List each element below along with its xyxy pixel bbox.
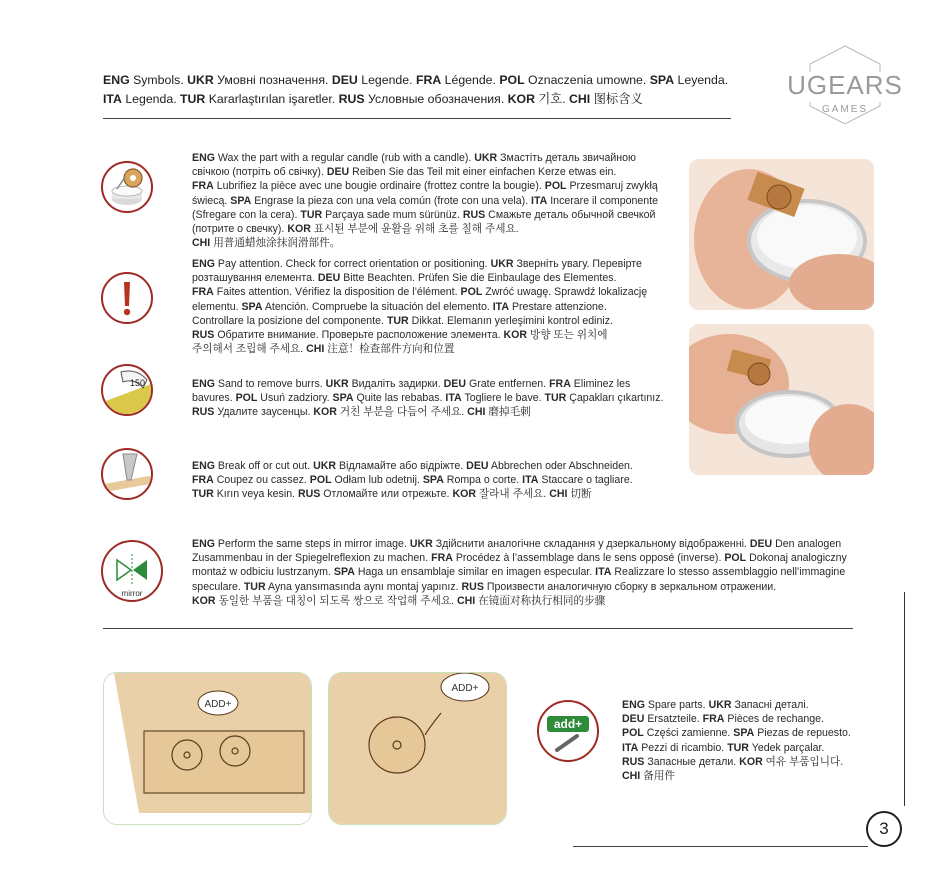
translation-text: Отломайте или отрежьте. [320, 488, 453, 501]
language-code: ITA [622, 741, 639, 754]
add-plus-wrench-icon [537, 700, 599, 762]
translation-text: Faites attention. Vérifiez la disposition de l’élément. [213, 286, 461, 299]
language-code: RUS [462, 208, 486, 221]
translation-text: Coupez ou cassez. [213, 474, 310, 487]
translation-text: Bitte Beachten. Prüfen Sie die Einbaulage des Elementes. [340, 272, 617, 285]
text-line [192, 473, 682, 487]
language-code: DEU [443, 378, 467, 390]
ugears-logo [780, 44, 910, 124]
header-line-1 [103, 71, 743, 90]
text-line [192, 165, 682, 179]
panel-2-bubble: ADD+ [451, 683, 479, 694]
text-line [192, 377, 682, 391]
add-plus-label: add+ [553, 717, 583, 731]
language-code: ITA [445, 392, 462, 405]
language-code: CHI [569, 92, 591, 106]
language-code: SPA [733, 727, 755, 740]
language-code: ITA [522, 474, 539, 487]
logo-sub: GAMES [821, 104, 869, 115]
section-mirror-text [192, 537, 882, 608]
translation-text: Ersatzteile. [644, 713, 703, 726]
translation-text: Prestare attenzione. [509, 300, 607, 313]
translation-text: Здійснити аналогічне складання у дзеркальному відображенні. [432, 538, 750, 550]
translation-text: Zwróć uwagę. Sprawdź lokalizację [482, 286, 648, 299]
language-code: KOR [503, 329, 528, 342]
translation-text: Break off or cut out. [214, 460, 314, 472]
language-code: ENG [622, 699, 645, 711]
translation-text: Çapakları çıkartınız. [566, 392, 664, 405]
text-line [192, 342, 682, 356]
language-code: ITA [103, 92, 122, 106]
language-code: FRA [702, 713, 725, 726]
translation-text: Reiben Sie das Teil mit einer einfachen Kerze etwas ein. [349, 166, 617, 179]
language-code: ITA [531, 194, 548, 207]
translation-text: Pezzi di ricambio. [638, 741, 728, 754]
translation-text: Oznaczenia umowne. [524, 73, 650, 87]
translation-text: Умовні позначення. [213, 73, 332, 87]
text-line [622, 712, 872, 726]
translation-text: elementu. [192, 300, 242, 313]
language-code: KOR [313, 406, 337, 419]
text-line [192, 594, 882, 608]
language-code: CHI [456, 594, 476, 607]
translation-text: 用普通蜡烛涂抹润滑部件。 [210, 237, 341, 250]
language-code: TUR [192, 488, 214, 501]
panel-1-bubble: ADD+ [204, 699, 232, 710]
language-code: KOR [507, 92, 535, 106]
header-line-2 [103, 90, 743, 109]
text-line [192, 391, 682, 405]
translation-text: bavures. [192, 392, 236, 405]
language-code: CHI [622, 770, 641, 783]
language-code: CHI [192, 237, 211, 250]
text-line [192, 194, 682, 208]
language-code: SPA [333, 566, 355, 579]
sandpaper-grit: 150 [130, 378, 146, 388]
translation-text: Usuń zadziory. [257, 392, 333, 405]
page-number: 3 [866, 811, 902, 847]
language-code: UKR [325, 378, 349, 390]
translation-text: розташування елемента. [192, 272, 318, 285]
footer-rule [573, 846, 868, 847]
language-code: UKR [187, 73, 214, 87]
knife-cut-icon [101, 448, 153, 500]
language-code: UKR [409, 538, 433, 550]
language-code: CHI [306, 343, 325, 356]
translation-text: Sand to remove burrs. [214, 378, 326, 390]
translation-text: 거친 부분을 다듬어 주세요. [336, 406, 468, 419]
translation-text: 방향 또는 위치에 [527, 329, 608, 342]
translation-text: Lubrifiez la pièce avec une bougie ordinaire (frottez contre la bougie). [213, 180, 545, 193]
translation-text: Wax the part with a regular candle (rub with a candle). [214, 152, 475, 164]
translation-text: (потрите о свечку). [192, 223, 288, 236]
translation-text: 주의해서 조립해 주세요. [192, 343, 307, 356]
translation-text: свічкою (потріть об свічку). [192, 166, 327, 179]
translation-text: Haga un ensamblaje similar en imagen especular. [354, 566, 596, 579]
language-code: POL [622, 727, 644, 740]
language-code: ENG [192, 538, 215, 550]
translation-text: Części zamienne. [643, 727, 734, 740]
text-line [192, 314, 682, 328]
language-code: ENG [192, 152, 215, 164]
translation-text: Dikkat. Elemanın yerleşimini kontrol ediniz. [408, 314, 614, 327]
language-code: FRA [431, 552, 453, 565]
translation-text: Pièces de rechange. [724, 713, 824, 726]
translation-text: Leyenda. [674, 73, 729, 87]
waxing-photo-1 [689, 159, 874, 310]
sandpaper-icon [101, 364, 153, 416]
text-line [622, 698, 872, 712]
translation-text: Yedek parçalar. [748, 741, 825, 754]
section-spare-text [622, 698, 872, 783]
language-code: CHI [467, 406, 486, 419]
language-code: KOR [287, 223, 311, 236]
header-divider [103, 118, 731, 119]
language-code: POL [724, 552, 747, 565]
translation-text: 동일한 부품을 대칭이 되도록 쌍으로 작업해 주세요. [215, 594, 457, 607]
translation-text: Staccare o tagliare. [538, 474, 633, 487]
text-line [192, 300, 682, 314]
language-code: FRA [192, 474, 214, 487]
translation-text: Piezas de repuesto. [754, 727, 851, 740]
language-code: SPA [332, 392, 354, 405]
translation-text: Запасные детали. [644, 755, 740, 768]
text-line [192, 328, 682, 342]
translation-text: 여유 부품입니다. [762, 755, 844, 768]
text-line [192, 405, 682, 419]
text-line [622, 726, 872, 740]
logo-name: UGEARS [787, 70, 903, 100]
language-code: ENG [192, 258, 215, 270]
text-line [192, 179, 682, 193]
language-code: KOR [452, 488, 476, 501]
language-code: SPA [230, 194, 252, 207]
translation-text: Légende. [441, 73, 500, 87]
section-sand-text [192, 377, 682, 420]
text-line [192, 151, 682, 165]
translation-text: Eliminez les [570, 378, 631, 390]
language-code: FRA [192, 180, 214, 193]
text-line [192, 551, 882, 565]
translation-text: Abbrechen oder Abschneiden. [488, 460, 633, 472]
language-code: FRA [549, 378, 571, 390]
language-code: TUR [180, 92, 206, 106]
language-code: RUS [461, 580, 484, 593]
mirror-icon [101, 540, 163, 602]
language-code: RUS [622, 755, 645, 768]
translation-text: Engrase la pieza con una vela común (frote con una vela). [251, 194, 532, 207]
text-line [622, 769, 872, 783]
language-code: ITA [492, 300, 510, 313]
language-code: SPA [649, 73, 675, 87]
language-code: ENG [192, 460, 215, 472]
language-code: UKR [490, 258, 514, 270]
translation-text: Rompa o corte. [443, 474, 523, 487]
translation-text: świecą. [192, 194, 231, 207]
translation-text: 잘라내 주세요. [476, 488, 550, 501]
translation-text: Realizzare lo stesso assemblaggio nell’immagine [611, 566, 846, 579]
translation-text: Произвести аналогичную сборку в зеркальном отражении. [483, 580, 777, 593]
translation-text: 在镜面对称执行相同的步骤 [475, 594, 606, 607]
language-code: RUS [297, 488, 321, 501]
language-code: POL [309, 474, 332, 487]
translation-text: 기호. [535, 92, 570, 106]
translation-text: Kararlaştırılan işaretler. [205, 92, 339, 106]
translation-text: Зверніть увагу. Перевірте [513, 258, 642, 270]
language-code: TUR [386, 314, 409, 327]
language-code: SPA [422, 474, 444, 487]
language-code: SPA [241, 300, 263, 313]
translation-text: Symbols. [129, 73, 188, 87]
language-code: FRA [415, 73, 442, 87]
translation-text: (Sfregare con la cera). [192, 208, 301, 221]
translation-text: Условные обозначения. [364, 92, 508, 106]
translation-text: Запасні деталі. [731, 699, 809, 711]
translation-text: Odłam lub odetnij. [331, 474, 423, 487]
language-code: TUR [544, 392, 567, 405]
language-code: UKR [474, 152, 498, 164]
text-line [622, 741, 872, 755]
translation-text: Togliere le bave. [461, 392, 545, 405]
language-code: POL [460, 286, 483, 299]
translation-text: Kırın veya kesin. [213, 488, 298, 501]
language-code: DEU [331, 73, 358, 87]
language-code: KOR [739, 755, 763, 768]
language-code: UKR [313, 460, 337, 472]
language-code: FRA [192, 286, 214, 299]
translation-text: Grate entfernen. [466, 378, 550, 390]
translation-text: 磨掉毛刺 [485, 406, 531, 419]
translation-text: 注意！检查部件方向和位置 [324, 343, 455, 356]
legend-header [103, 71, 743, 109]
text-line [192, 222, 682, 236]
translation-text: Controllare la posizione del componente. [192, 314, 387, 327]
language-code: DEU [466, 460, 489, 472]
translation-text: Incerare il componente [547, 194, 659, 207]
translation-text: Quite las rebabas. [353, 392, 446, 405]
translation-text: Parçaya sade mum sürünüz. [322, 208, 463, 221]
translation-text: 图标含义 [590, 92, 643, 106]
language-code: POL [235, 392, 258, 405]
section-wax-text [192, 151, 682, 250]
text-line [192, 580, 882, 594]
translation-text: Legende. [357, 73, 416, 87]
language-code: ITA [595, 566, 612, 579]
spare-parts-panel-2 [328, 672, 507, 825]
translation-text: montaż w odbiciu lustrzanym. [192, 566, 334, 579]
language-code: DEU [317, 272, 341, 285]
language-code: RUS [192, 329, 215, 342]
translation-text: 표시된 부분에 윤활을 위해 초를 칠해 주세요. [310, 223, 519, 236]
translation-text: Zusammenbau in der Spiegelreflexion zu machen. [192, 552, 432, 565]
text-line [192, 271, 682, 285]
language-code: CHI [549, 488, 568, 501]
translation-text: Удалите заусенцы. [214, 406, 314, 419]
language-code: ENG [103, 73, 130, 87]
language-code: TUR [243, 580, 266, 593]
translation-text: speculare. [192, 580, 244, 593]
text-line [192, 537, 882, 551]
language-code: DEU [749, 538, 773, 550]
translation-text: Смажьте деталь обычной свечкой [485, 208, 656, 221]
language-code: DEU [622, 713, 645, 726]
language-code: UKR [708, 699, 732, 711]
text-line [622, 755, 872, 769]
spare-parts-panel-1 [103, 672, 312, 825]
translation-text: Змастіть деталь звичайною [497, 152, 636, 164]
translation-text: Spare parts. [644, 699, 709, 711]
language-code: KOR [192, 594, 216, 607]
text-line [192, 208, 682, 222]
language-code: RUS [338, 92, 365, 106]
translation-text: Dokonaj analogiczny [746, 552, 847, 565]
section-divider [103, 628, 853, 629]
text-line [192, 236, 682, 250]
section-cut-text [192, 459, 682, 502]
language-code: RUS [192, 406, 215, 419]
language-code: TUR [300, 208, 323, 221]
translation-text: Pay attention. Check for correct orientation or positioning. [214, 258, 491, 270]
text-line [192, 565, 882, 579]
language-code: POL [499, 73, 525, 87]
text-line [192, 487, 682, 501]
exclamation-icon [101, 272, 153, 324]
text-line [192, 459, 682, 473]
waxing-photo-2 [689, 324, 874, 475]
translation-text: Legenda. [121, 92, 181, 106]
section-attention-text [192, 257, 682, 356]
language-code: DEU [326, 166, 350, 179]
translation-text: Perform the same steps in mirror image. [214, 538, 410, 550]
language-code: ENG [192, 378, 215, 390]
language-code: TUR [727, 741, 749, 754]
language-code: POL [544, 180, 567, 193]
right-vertical-rule [904, 592, 905, 806]
translation-text: Atención. Compruebe la situación del elemento. [262, 300, 493, 313]
translation-text: Den analogen [772, 538, 842, 550]
translation-text: Відламайте або відріжте. [336, 460, 467, 472]
translation-text: Przesmaruj zwykłą [566, 180, 658, 193]
translation-text: Ayna yansımasında aynı montaj yapınız. [265, 580, 462, 593]
mirror-icon-label: mirror [121, 589, 143, 598]
translation-text: 切断 [567, 488, 592, 501]
text-line [192, 285, 682, 299]
translation-text: 备用件 [640, 770, 675, 783]
translation-text: Видаліть задирки. [348, 378, 444, 390]
translation-text: Обратите внимание. Проверьте расположение элемента. [214, 329, 504, 342]
translation-text: Procédez à l’assemblage dans le sens opposé (inverse). [452, 552, 725, 565]
candle-wax-icon [101, 161, 153, 213]
text-line [192, 257, 682, 271]
